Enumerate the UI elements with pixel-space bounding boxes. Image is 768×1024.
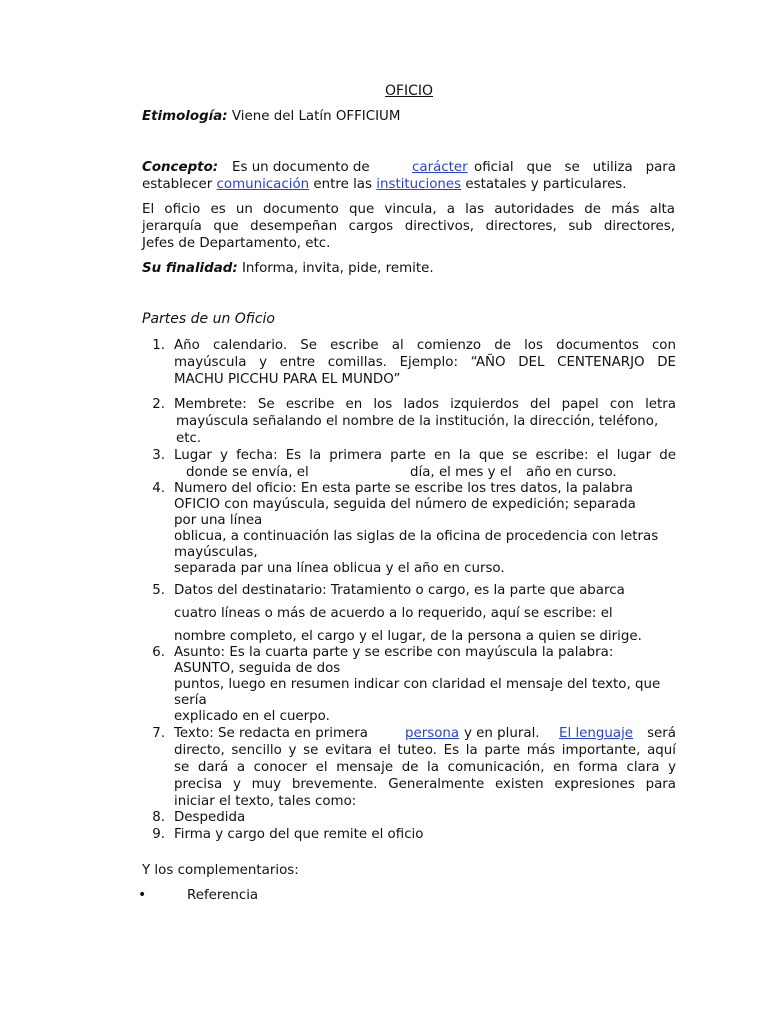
list-item-line: Firma y cargo del que remite el oficio — [174, 827, 424, 842]
list-item-line: por una línea — [174, 513, 263, 528]
list-number: 8. — [152, 810, 165, 825]
list-number: 6. — [152, 645, 165, 660]
list-item-line: día, el mes y el — [410, 465, 512, 480]
concepto-text-2: oficial que se utiliza para — [474, 160, 676, 175]
concepto-text-1: Es un documento de — [232, 160, 370, 175]
concepto-text-3: establecer — [142, 177, 213, 192]
oficio-line-2: jerarquía que desempeñan cargos directivos, directores, sub directores, — [142, 219, 675, 234]
list-item-line: mayúscula y entre comillas. Ejemplo: “AÑO DEL CENTENARJO DE — [174, 355, 676, 370]
texto-part-1: Texto: Se redacta en primera — [174, 726, 368, 741]
list-item-line: OFICIO con mayúscula, seguida del número de expedición; separada — [174, 497, 636, 512]
list-item-line: puntos, luego en resumen indicar con claridad el mensaje del texto, que — [174, 677, 661, 692]
concepto-label: Concepto: — [142, 160, 219, 175]
list-number: 3. — [152, 448, 165, 463]
list-item-line: Año calendario. Se escribe al comienzo de los documentos con — [174, 338, 676, 353]
oficio-line-3: Jefes de Departamento, etc. — [142, 236, 331, 251]
texto-part-3: será — [647, 726, 676, 741]
bullet-icon: • — [138, 887, 147, 903]
list-number: 4. — [152, 481, 165, 496]
etimologia-label: Etimología: — [142, 109, 228, 124]
bullet-item: Referencia — [187, 888, 259, 903]
list-item-line: Asunto: Es la cuarta parte y se escribe con mayúscula la palabra: — [174, 645, 614, 660]
link-persona[interactable]: persona — [405, 726, 460, 741]
link-comunicacion[interactable]: comunicación — [216, 177, 310, 192]
list-item-line: explicado en el cuerpo. — [174, 709, 330, 724]
list-item-line: se dará a conocer el mensaje de la comunicación, en forma clara y — [174, 760, 676, 775]
list-item-line: directo, sencillo y se evitara el tuteo. Es la parte más importante, aquí — [174, 743, 676, 758]
list-item-line: año en curso. — [526, 465, 617, 480]
link-instituciones[interactable]: instituciones — [376, 177, 462, 192]
list-item-line: Membrete: Se escribe en los lados izquierdos del papel con letra — [174, 397, 676, 412]
link-el-lenguaje[interactable]: El lenguaje — [559, 726, 634, 741]
link-caracter[interactable] — [412, 159, 468, 176]
oficio-line-1: El oficio es un documento que vincula, a las autoridades de más alta — [142, 202, 675, 217]
partes-heading: Partes de un Oficio — [142, 311, 275, 327]
list-item-line: oblicua, a continuación las siglas de la oficina de procedencia con letras — [174, 529, 659, 544]
complementarios-heading: Y los complementarios: — [142, 863, 299, 878]
finalidad-text: Informa, invita, pide, remite. — [241, 261, 434, 276]
list-item-line: donde se envía, el — [186, 465, 309, 480]
etimologia-text: Viene del Latín OFFICIUM — [231, 109, 401, 124]
list-item-line: mayúscula señalando el nombre de la institución, la dirección, teléfono, — [176, 414, 659, 429]
list-number: 2. — [152, 397, 165, 412]
document-title: OFICIO — [384, 83, 434, 99]
finalidad-line — [142, 260, 434, 277]
list-item-line: MACHU PICCHU PARA EL MUNDO” — [174, 372, 401, 387]
finalidad-label: Su finalidad: — [142, 261, 238, 276]
concepto-line-2 — [142, 176, 627, 193]
list-item-line: nombre completo, el cargo y el lugar, de la persona a quien se dirige. — [174, 629, 642, 644]
list-item-line: Lugar y fecha: Es la primera parte en la que se escribe: el lugar de — [174, 448, 676, 463]
list-item-line: Datos del destinatario: Tratamiento o cargo, es la parte que abarca — [174, 583, 625, 598]
list-item-line: sería — [174, 693, 207, 708]
list-item-line: precisa y muy brevemente. Generalmente existen expresiones para — [174, 777, 676, 792]
list-number: 7. — [152, 726, 165, 741]
list-number: 5. — [152, 583, 165, 598]
list-item-line: separada par una línea oblicua y el año en curso. — [174, 561, 505, 576]
concepto-text-5: estatales y particulares. — [465, 177, 627, 192]
list-item-line: etc. — [176, 431, 202, 446]
list-item-line: cuatro líneas o más de acuerdo a lo requerido, aquí se escribe: el — [174, 606, 613, 621]
list-item-line: mayúsculas, — [174, 545, 258, 560]
texto-part-2: y en plural. — [464, 726, 540, 741]
link-caracter-text[interactable]: carácter — [412, 160, 468, 175]
list-item-line: Numero del oficio: En esta parte se escribe los tres datos, la palabra — [174, 481, 633, 496]
list-item-line: iniciar el texto, tales como: — [174, 794, 357, 809]
etimologia-line — [142, 108, 400, 125]
concepto-text-4: entre las — [313, 177, 372, 192]
list-item-line: ASUNTO, seguida de dos — [174, 661, 341, 676]
list-item-line: Despedida — [174, 810, 246, 825]
list-number: 1. — [152, 338, 165, 353]
list-number: 9. — [152, 827, 165, 842]
